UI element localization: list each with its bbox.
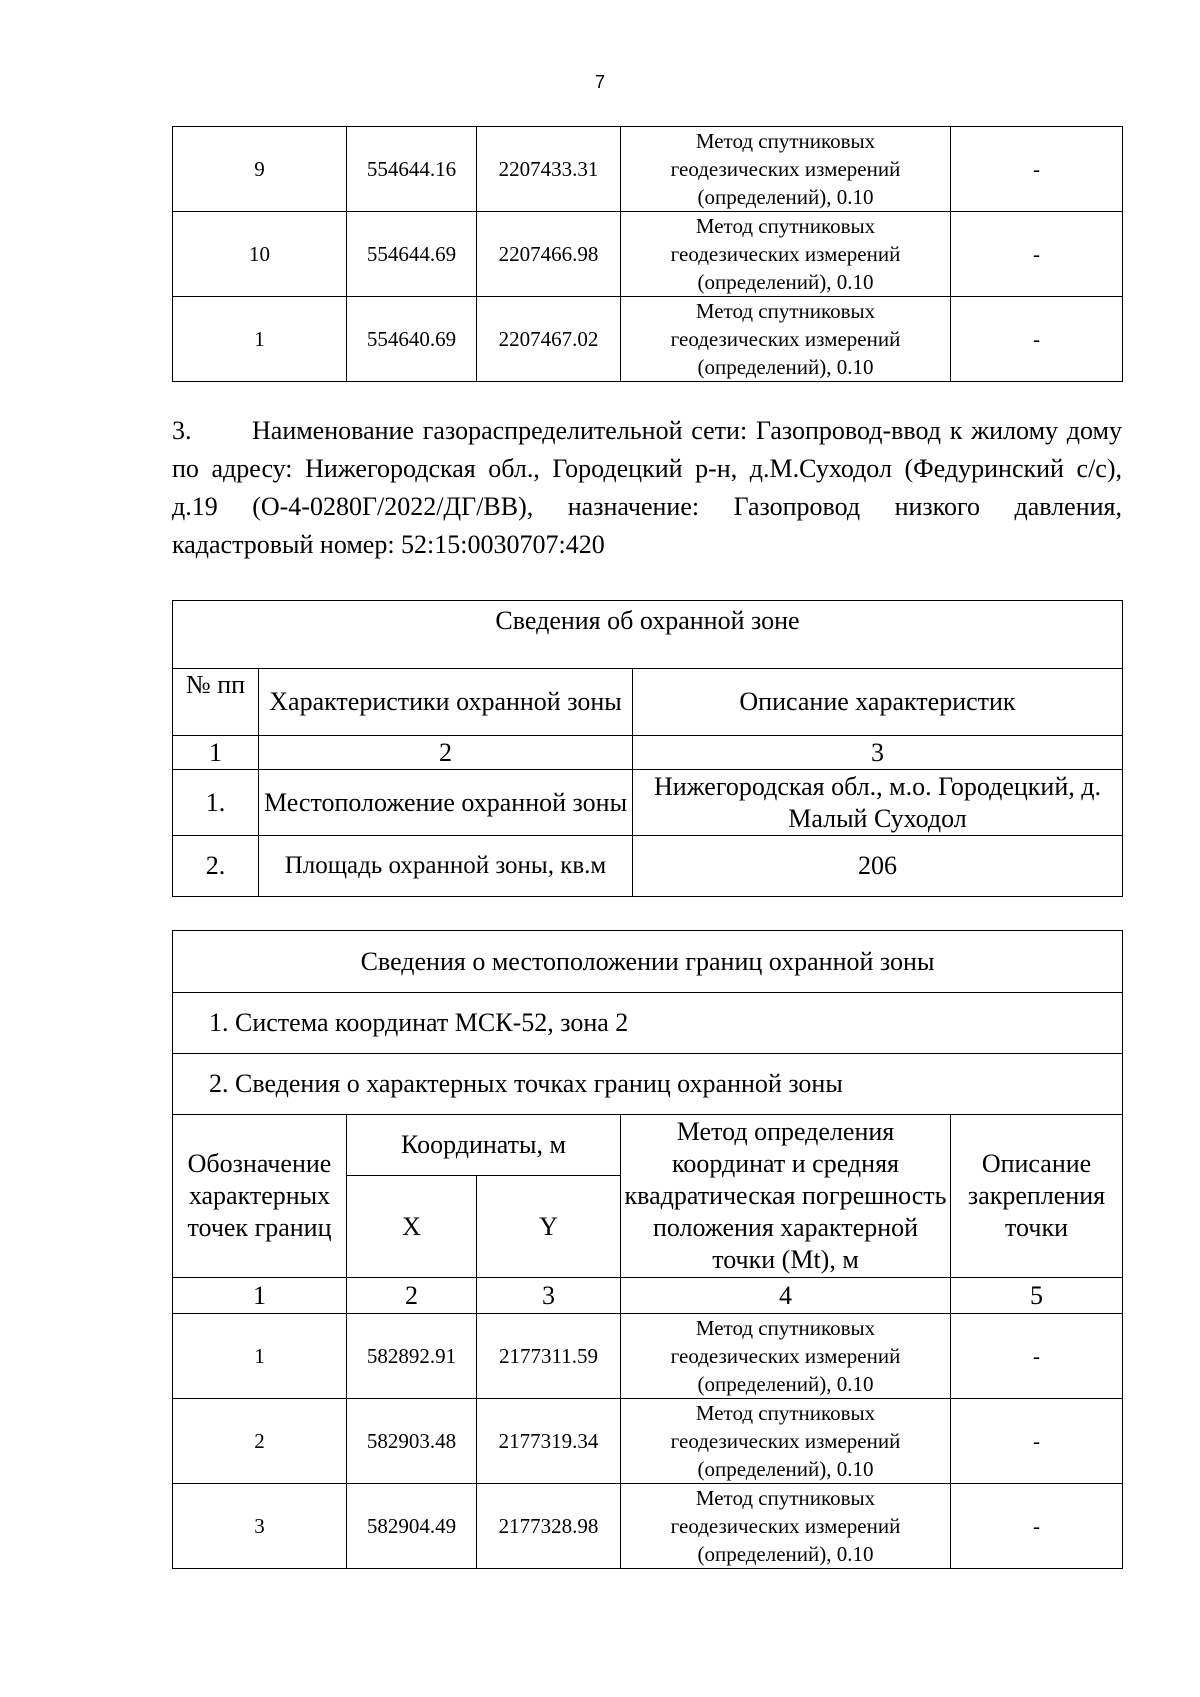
coord-y: 2207433.31 [477,127,621,212]
header-designation: Обозначение характерных точек границ [173,1115,347,1278]
coord-x: 582904.49 [347,1484,477,1569]
table-header-row [173,1115,1123,1176]
point-number: 1 [173,297,347,382]
column-number-row [173,1278,1123,1314]
point-number: 9 [173,127,347,212]
column-number: 5 [951,1278,1123,1314]
table-row [173,212,1123,297]
method-line: Метод спутниковых [695,129,876,153]
table-row [173,127,1123,212]
method-line: Метод спутниковых [695,1486,876,1510]
column-number: 3 [633,736,1123,770]
method-line: геодезических измерений [670,1514,901,1538]
header-description: Описание закрепления точки [951,1115,1123,1278]
column-number: 1 [173,1278,347,1314]
method-line: (определений), 0.10 [697,270,874,294]
point-description: - [951,1484,1123,1569]
header-method: Метод определения координат и средняя квадратическая погрешность положения характерной точки (Mt), м [621,1115,951,1278]
section-text: Наименование газораспределительной сети: Газопровод-ввод к жилому дому по адресу: Нижегородская обл., Городецкий р-н, д.М.Суходол (Федуринский с/с), д.19 (О-4-0280Г/2022/ДГ/ВВ), назначение: Газопровод низкого давления, кадастровый номер: 52:15:0030707:420 [172,416,1122,559]
points-title-row [173,1054,1123,1115]
table-row [173,770,1123,836]
column-number: 2 [259,736,633,770]
method-line: (определений), 0.10 [697,1457,874,1481]
method-cell [621,1399,951,1484]
coord-y: 2177319.34 [477,1399,621,1484]
point-number: 3 [173,1484,347,1569]
column-number: 3 [477,1278,621,1314]
method-line: геодезических измерений [670,1344,901,1368]
coord-x: 554644.16 [347,127,477,212]
coord-y: 2207466.98 [477,212,621,297]
method-line: (определений), 0.10 [697,185,874,209]
table-row [173,1484,1123,1569]
row-number: 2. [173,836,259,897]
coord-y: 2207467.02 [477,297,621,382]
header-description: Описание характеристик [633,669,1123,736]
coord-x: 554640.69 [347,297,477,382]
column-number: 1 [173,736,259,770]
header-coordinates: Координаты, м [347,1115,621,1176]
method-cell [621,1314,951,1399]
bounds-title: Сведения о местоположении границ охранной зоны [173,931,1123,993]
table-row [173,1399,1123,1484]
bounds-table [172,930,1123,1569]
zone-info-table [172,600,1123,897]
row-number: 1. [173,770,259,836]
point-description: - [951,1399,1123,1484]
header-y: Y [477,1176,621,1278]
point-number: 2 [173,1399,347,1484]
characteristic-value: Нижегородская обл., м.о. Городецкий, д. Малый Суходол [633,770,1123,836]
table-row [173,836,1123,897]
method-cell [621,1484,951,1569]
table-title-row [173,601,1123,669]
method-line: геодезических измерений [670,242,901,266]
coord-y: 2177311.59 [477,1314,621,1399]
section-number: 3. [172,416,192,445]
characteristic-name: Площадь охранной зоны, кв.м [259,836,633,897]
characteristic-name: Местоположение охранной зоны [259,770,633,836]
system-row [173,993,1123,1054]
column-number: 4 [621,1278,951,1314]
method-cell [621,127,951,212]
method-line: (определений), 0.10 [697,1372,874,1396]
characteristic-value: 206 [633,836,1123,897]
method-line: (определений), 0.10 [697,355,874,379]
method-line: Метод спутниковых [695,1401,876,1425]
method-line: геодезических измерений [670,1429,901,1453]
method-line: геодезических измерений [670,157,901,181]
page-number: 7 [594,72,605,92]
coord-x: 554644.69 [347,212,477,297]
section-paragraph [172,412,1122,564]
point-number: 10 [173,212,347,297]
header-number: № пп [173,669,259,736]
method-line: Метод спутниковых [695,1316,876,1340]
column-number-row [173,736,1123,770]
coord-x: 582892.91 [347,1314,477,1399]
coordinate-system: 1. Система координат МСК-52, зона 2 [173,993,1123,1054]
point-description: - [951,297,1123,382]
method-line: Метод спутниковых [695,214,876,238]
method-cell [621,212,951,297]
coordinates-table-continued [172,126,1123,382]
table-row [173,297,1123,382]
points-title: 2. Сведения о характерных точках границ охранной зоны [173,1054,1123,1115]
header-characteristics: Характеристики охранной зоны [259,669,633,736]
column-number: 2 [347,1278,477,1314]
coord-y: 2177328.98 [477,1484,621,1569]
zone-info-title: Сведения об охранной зоне [173,601,1123,669]
method-cell [621,297,951,382]
point-description: - [951,127,1123,212]
coord-x: 582903.48 [347,1399,477,1484]
method-line: Метод спутниковых [695,299,876,323]
point-description: - [951,1314,1123,1399]
method-line: геодезических измерений [670,327,901,351]
table-row [173,1314,1123,1399]
method-line: (определений), 0.10 [697,1542,874,1566]
table-header-row [173,669,1123,736]
table-title-row [173,931,1123,993]
point-description: - [951,212,1123,297]
point-number: 1 [173,1314,347,1399]
header-x: X [347,1176,477,1278]
